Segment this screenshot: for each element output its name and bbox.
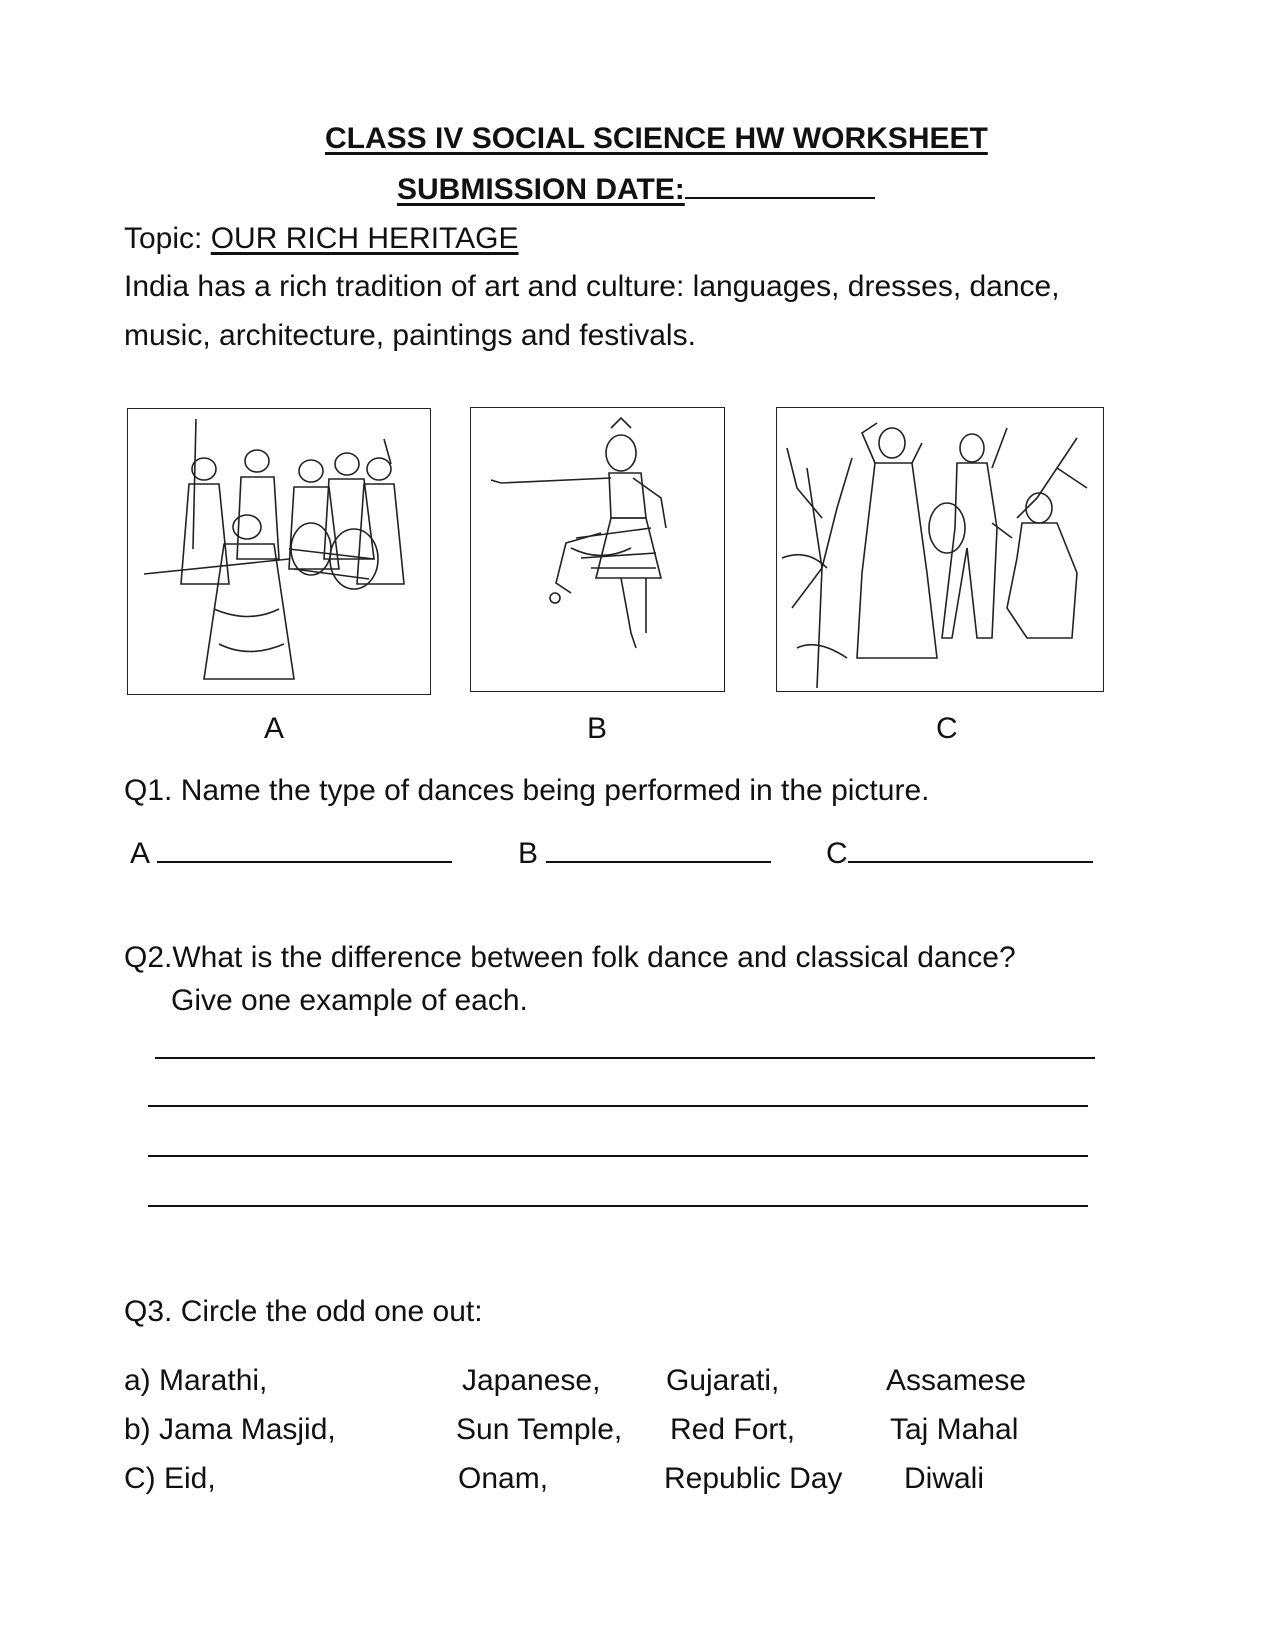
worksheet-title: CLASS IV SOCIAL SCIENCE HW WORKSHEET bbox=[325, 122, 988, 155]
q3-option-a-1[interactable]: a) Marathi, bbox=[124, 1364, 268, 1397]
q3-option-a-3[interactable]: Gujarati, bbox=[666, 1364, 780, 1397]
tribal-dance-drummer-drawing-icon bbox=[777, 408, 1103, 691]
q1-answer-a-blank[interactable] bbox=[157, 837, 452, 863]
q3-question: Q3. Circle the odd one out: bbox=[124, 1295, 483, 1328]
q1-answer-b-label: B bbox=[518, 837, 539, 870]
picture-a-frame bbox=[127, 408, 431, 695]
q3-option-b-3[interactable]: Red Fort, bbox=[670, 1413, 796, 1446]
submission-date-blank[interactable] bbox=[685, 173, 875, 199]
q1-question: Q1. Name the type of dances being performed in the picture. bbox=[124, 774, 930, 807]
q3-option-b-4[interactable]: Taj Mahal bbox=[890, 1413, 1019, 1446]
picture-b-frame bbox=[470, 407, 725, 692]
topic-label: Topic: bbox=[124, 222, 203, 255]
intro-line-2: music, architecture, paintings and festivals. bbox=[124, 319, 696, 352]
q3-option-a-2[interactable]: Japanese, bbox=[462, 1364, 601, 1397]
intro-line-1: India has a rich tradition of art and culture: languages, dresses, dance, bbox=[124, 270, 1060, 303]
q2-answer-line-3[interactable] bbox=[148, 1155, 1088, 1157]
q3-option-a-4[interactable]: Assamese bbox=[886, 1364, 1027, 1397]
q1-answer-a bbox=[130, 837, 452, 871]
q2-question-line-1: Q2.What is the difference between folk dance and classical dance? bbox=[124, 941, 1016, 974]
q3-option-b-2[interactable]: Sun Temple, bbox=[456, 1413, 623, 1446]
picture-label-b: B bbox=[587, 712, 608, 745]
q3-option-b-1[interactable]: b) Jama Masjid, bbox=[124, 1413, 336, 1446]
q2-answer-line-1[interactable] bbox=[155, 1057, 1095, 1059]
q1-answer-b bbox=[518, 837, 771, 871]
q2-answer-line-4[interactable] bbox=[148, 1205, 1088, 1207]
q3-option-c-1[interactable]: C) Eid, bbox=[124, 1462, 216, 1495]
q3-option-c-3[interactable]: Republic Day bbox=[664, 1462, 843, 1495]
q1-answer-c bbox=[826, 837, 1093, 871]
classical-dancer-drawing-icon bbox=[471, 408, 724, 691]
picture-label-c: C bbox=[936, 712, 958, 745]
submission-date-label bbox=[397, 173, 875, 207]
q2-answer-line-2[interactable] bbox=[148, 1105, 1088, 1107]
q3-option-c-4[interactable]: Diwali bbox=[904, 1462, 985, 1495]
q1-answer-b-blank[interactable] bbox=[546, 837, 771, 863]
q3-option-c-2[interactable]: Onam, bbox=[458, 1462, 549, 1495]
q1-answer-a-label: A bbox=[130, 837, 149, 870]
q2-question-line-2: Give one example of each. bbox=[171, 984, 528, 1017]
picture-c-frame bbox=[776, 407, 1104, 692]
picture-label-a: A bbox=[264, 712, 285, 745]
q1-answer-c-label: C bbox=[826, 837, 848, 870]
topic-line bbox=[124, 222, 519, 256]
folk-dance-group-drawing-icon bbox=[128, 409, 430, 694]
submission-date-text: SUBMISSION DATE: bbox=[397, 173, 685, 206]
q1-answer-c-blank[interactable] bbox=[848, 837, 1093, 863]
topic-value: OUR RICH HERITAGE bbox=[210, 222, 519, 255]
